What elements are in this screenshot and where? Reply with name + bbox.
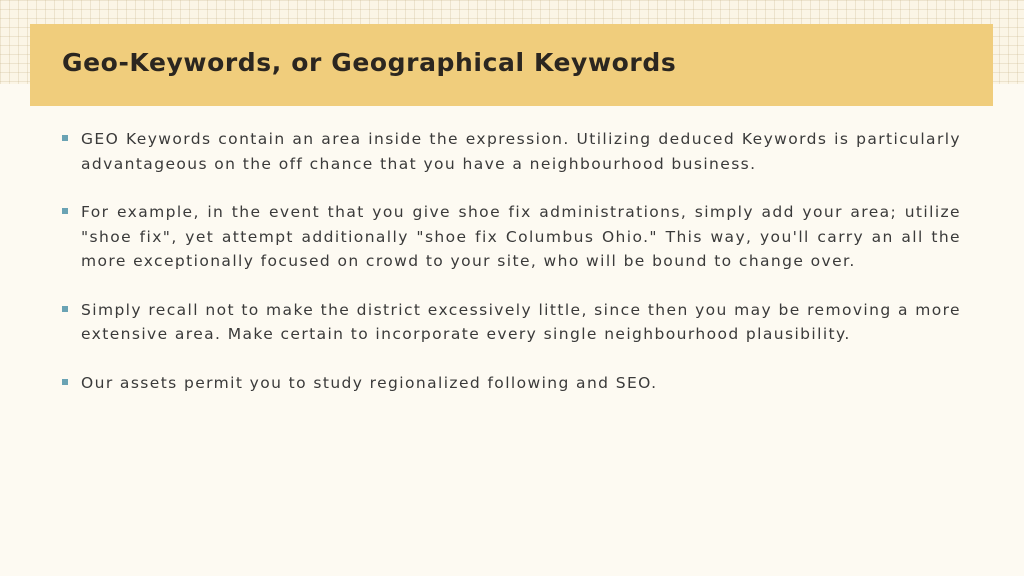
bullet-list xyxy=(62,127,961,419)
bullet-text: GEO Keywords contain an area inside the expression. Utilizing deduced Keywords is particularly advantageous on the off chance that you have a neighbourhood business. xyxy=(81,130,961,173)
square-bullet-icon xyxy=(62,371,81,395)
square-bullet-icon xyxy=(62,127,81,151)
bullet-text: Our assets permit you to study regionalized following and SEO. xyxy=(81,373,658,392)
bullet-item xyxy=(62,200,961,274)
square-bullet-icon xyxy=(62,298,81,322)
bullet-item xyxy=(62,298,961,347)
bullet-text: For example, in the event that you give shoe fix administrations, simply add your area; utilize "shoe fix", yet attempt additionally "shoe fix Columbus Ohio." This way, you'll carry an all the more exceptionally focused on crowd to your site, who will be bound to change over. xyxy=(81,203,961,270)
slide-title: Geo-Keywords, or Geographical Keywords xyxy=(62,48,677,77)
bullet-item xyxy=(62,127,961,176)
title-banner xyxy=(30,24,993,106)
bullet-text: Simply recall not to make the district excessively little, since then you may be removing a more extensive area. Make certain to incorporate every single neighbourhood plausibility. xyxy=(81,300,961,343)
bullet-item xyxy=(62,371,961,396)
square-bullet-icon xyxy=(62,200,81,224)
